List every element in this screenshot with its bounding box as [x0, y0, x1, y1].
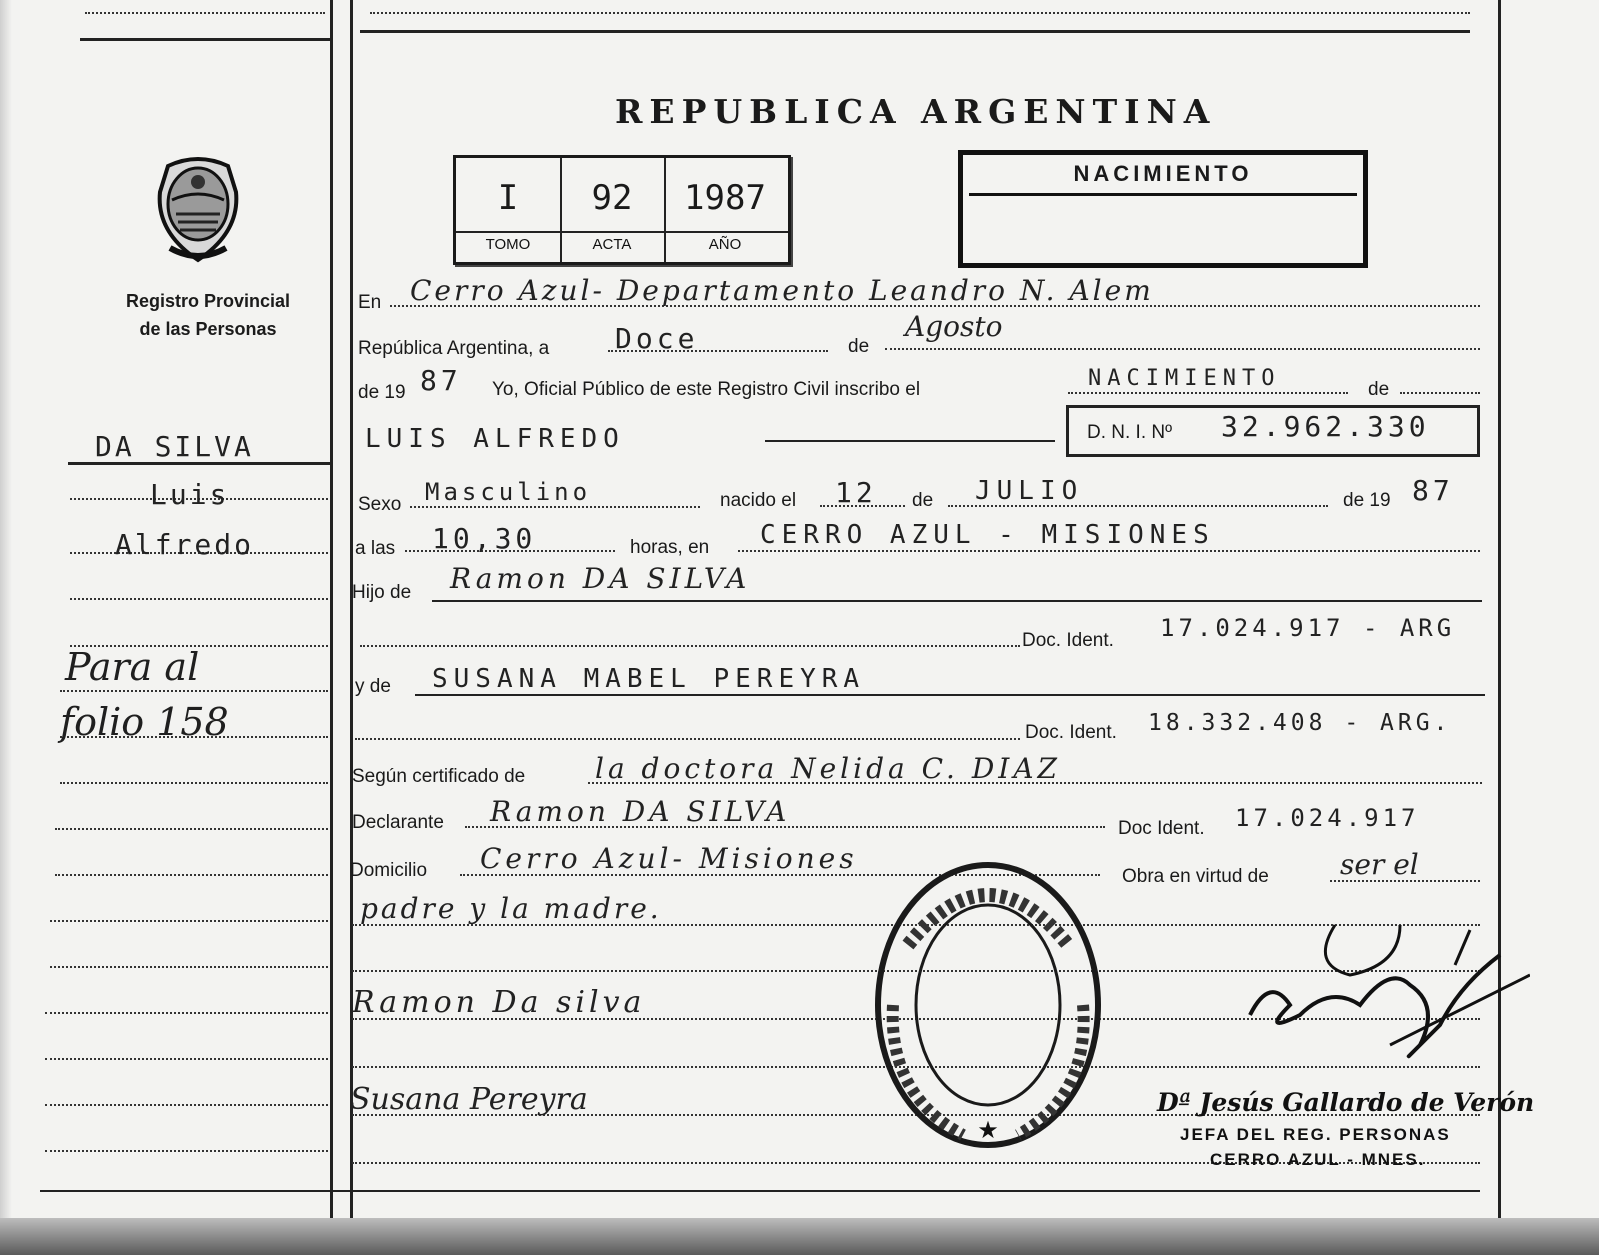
dni-value: 32.962.330	[1221, 410, 1430, 443]
record-type-title: NACIMIENTO	[1073, 161, 1253, 186]
de-dots-2	[1400, 392, 1480, 394]
nacido-label: nacido el	[720, 490, 797, 511]
year-value: 87	[420, 364, 462, 397]
ano-value: 1987	[684, 178, 766, 218]
republica-label: República Argentina, a	[358, 338, 550, 359]
provincial-emblem-icon	[150, 152, 246, 264]
record-type-separator	[969, 193, 1357, 196]
form-left-border	[350, 0, 353, 1218]
doc-ident-label: Doc. Ident.	[1022, 630, 1114, 651]
margin-surname: DA SILVA	[95, 430, 254, 463]
margin-first-name: Luis	[150, 478, 230, 511]
sexo-dots	[410, 506, 700, 508]
margin-divider	[330, 0, 333, 1218]
mother-doc: 18.332.408 - ARG.	[1148, 710, 1452, 736]
tomo-value: I	[497, 178, 519, 218]
mother-doc-dots	[355, 738, 1020, 740]
officer-location: CERRO AZUL - MNES.	[1210, 1150, 1426, 1169]
tomo-label: TOMO	[485, 236, 531, 253]
father-doc-dots	[360, 645, 1020, 647]
bottom-rule	[40, 1190, 1480, 1192]
de-label-2: de	[1368, 379, 1390, 400]
margin-dots-7	[60, 782, 328, 784]
dni-label: D. N. I. Nº	[1087, 422, 1173, 443]
margin-note-line2: folio 158	[60, 700, 229, 744]
event-dots	[1068, 392, 1348, 394]
margin-dots-8	[55, 828, 328, 830]
place-dots	[738, 550, 1480, 552]
birth-day: 12	[835, 476, 877, 509]
margin-dots-11	[50, 966, 328, 968]
event-value: NACIMIENTO	[1088, 366, 1281, 391]
margin-dots-13	[45, 1058, 328, 1060]
signature-1: Ramon Da silva	[352, 985, 646, 1020]
declarante-doc: 17.024.917	[1235, 804, 1420, 832]
ano-label: AÑO	[708, 236, 742, 253]
doc-ident-label-2: Doc. Ident.	[1025, 722, 1117, 743]
official-text: Yo, Oficial Público de este Registro Civil inscribo el	[492, 379, 921, 400]
acta-cell	[560, 158, 666, 262]
margin-dots-5	[60, 690, 328, 692]
year-label-2: de 19	[1343, 490, 1391, 511]
sexo-label: Sexo	[358, 494, 402, 515]
obra-value-2: padre y la madre.	[360, 892, 662, 925]
dni-box	[1066, 405, 1480, 457]
tomo-cell	[456, 158, 562, 262]
certificate-value: la doctora Nelida C. DIAZ	[595, 752, 1062, 785]
de-label-3: de	[912, 490, 934, 511]
ano-cell	[664, 158, 786, 262]
father-rule	[432, 600, 1482, 602]
birth-month: JULIO	[975, 476, 1084, 506]
registry-stamp-icon	[868, 855, 1108, 1155]
margin-dots-3	[70, 598, 328, 600]
hijo-label: Hijo de	[352, 582, 412, 603]
top-rule-left	[80, 38, 330, 41]
month-value: Agosto	[905, 310, 1003, 343]
declarante-label: Declarante	[352, 812, 444, 833]
year-prefix: de 19	[358, 382, 406, 403]
registry-office-line2: de las Personas	[139, 319, 277, 339]
margin-dots-10	[50, 920, 328, 922]
person-name-rule	[765, 440, 1055, 442]
acta-label: ACTA	[592, 236, 632, 253]
margin-note-line1: Para al	[65, 645, 200, 689]
officer-name: Dª Jesús Gallardo de Verón	[1157, 1088, 1535, 1117]
time-value: 10,30	[432, 522, 537, 555]
father-doc: 17.024.917 - ARG	[1160, 614, 1456, 642]
a-las-label: a las	[355, 538, 396, 559]
registry-office-label	[98, 287, 318, 343]
month-dots	[885, 348, 1480, 350]
document-title: REPUBLICA ARGENTINA	[615, 92, 1217, 131]
margin-dots-15	[45, 1150, 328, 1152]
margin-middle-name: Alfredo	[115, 528, 255, 561]
record-reference-box	[453, 155, 791, 265]
declarante-value: Ramon DA SILVA	[490, 795, 791, 828]
page-bottom-shadow	[0, 1218, 1599, 1255]
obra-label: Obra en virtud de	[1122, 866, 1269, 887]
acta-value: 92	[591, 178, 633, 218]
day-value: Doce	[615, 322, 699, 355]
father-name: Ramon DA SILVA	[450, 562, 751, 595]
mother-name: SUSANA MABEL PEREYRA	[432, 664, 866, 694]
page-left-edge	[0, 0, 12, 1255]
horas-label: horas, en	[630, 537, 710, 558]
officer-signature-icon	[1240, 905, 1530, 1105]
top-rule-right	[360, 30, 1470, 33]
registry-office-line1: Registro Provincial	[125, 291, 291, 311]
de-label: de	[848, 336, 870, 357]
signature-2: Susana Pereyra	[350, 1082, 588, 1117]
segun-label: Según certificado de	[352, 766, 526, 787]
domicilio-label: Domicilio	[350, 860, 428, 881]
top-dots-left	[85, 12, 325, 14]
svg-text:★: ★	[977, 1116, 999, 1144]
person-name: LUIS ALFREDO	[365, 424, 625, 454]
en-label: En	[358, 292, 382, 313]
record-type-box	[958, 150, 1368, 268]
mother-rule	[415, 694, 1485, 696]
en-value: Cerro Azul- Departamento Leandro N. Alem	[410, 274, 1154, 307]
place-value: CERRO AZUL - MISIONES	[760, 520, 1215, 550]
top-dots-right	[370, 12, 1470, 14]
officer-title: JEFA DEL REG. PERSONAS	[1180, 1125, 1451, 1144]
margin-dots-14	[45, 1104, 328, 1106]
doc-ident-label-3: Doc Ident.	[1118, 818, 1205, 839]
y-de-label: y de	[355, 676, 391, 697]
obra-value: ser el	[1340, 848, 1419, 881]
birth-year: 87	[1412, 474, 1454, 507]
margin-dots-12	[45, 1012, 328, 1014]
sexo-value: Masculino	[425, 478, 592, 506]
domicilio-value: Cerro Azul- Misiones	[480, 842, 858, 875]
margin-dots-9	[55, 874, 328, 876]
